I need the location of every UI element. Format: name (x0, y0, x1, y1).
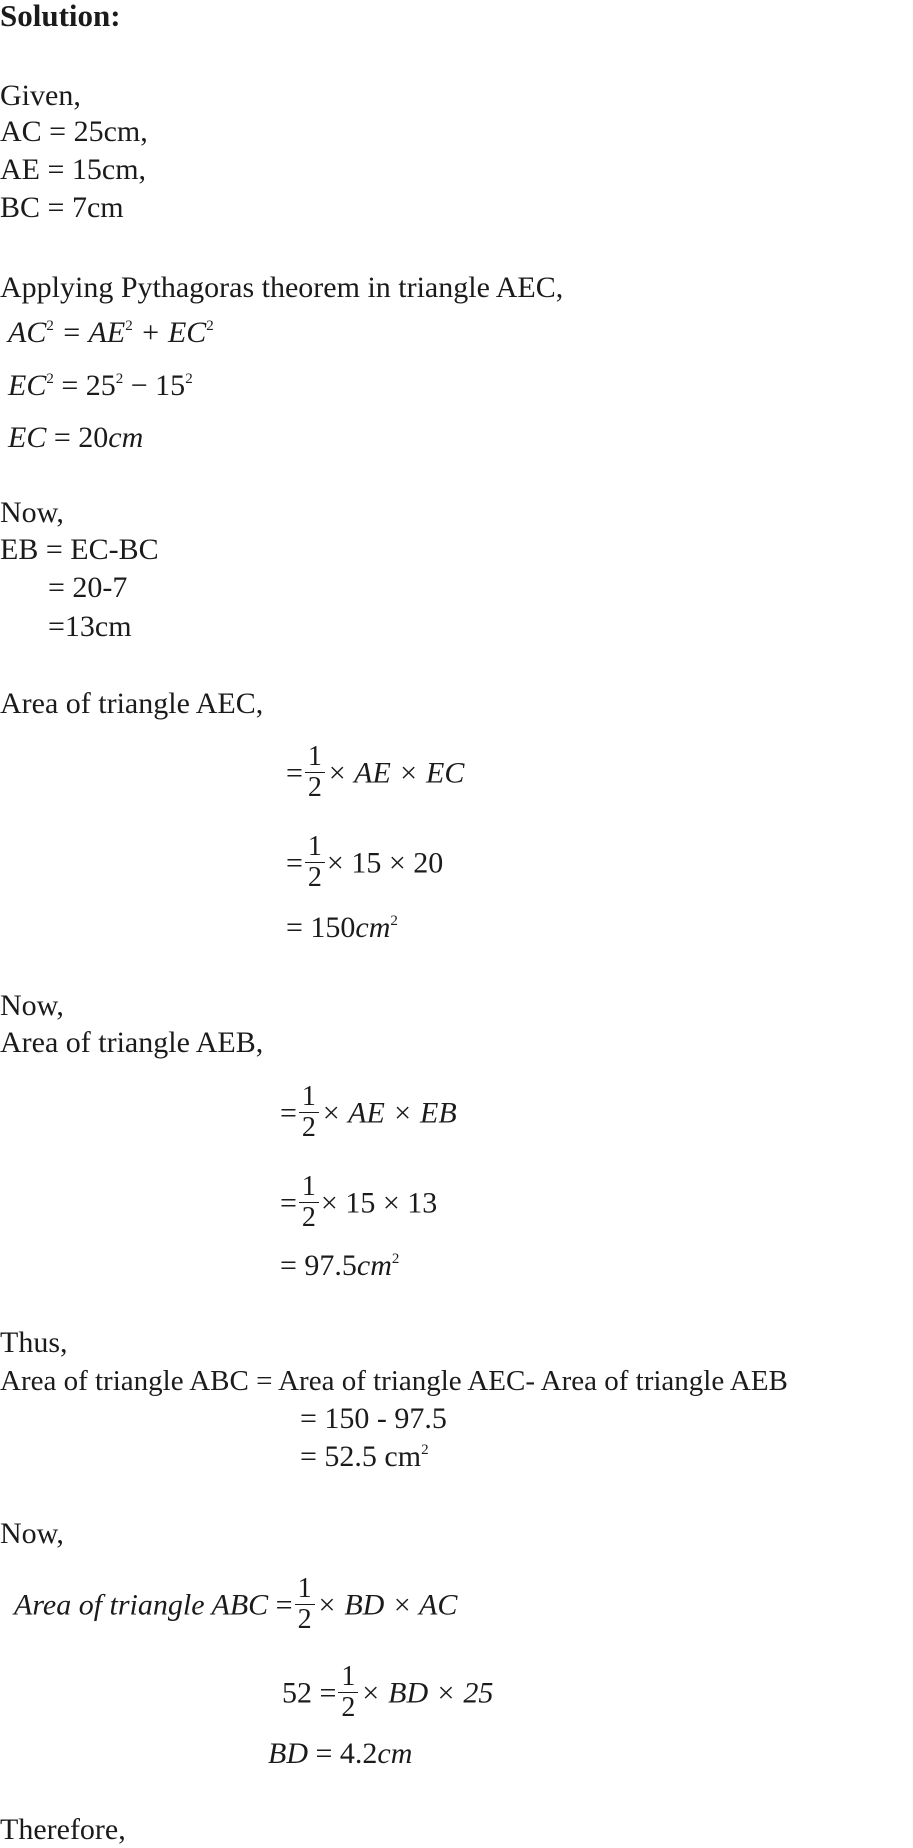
fraction: $\frac{1}{2}$ (338, 1662, 358, 1723)
fraction: $\frac{1}{2}$ (299, 1172, 319, 1233)
area-aeb-result: = $97.5cm^2$ (280, 1249, 400, 1282)
eb-line-1: EB = EC-BC (0, 533, 159, 566)
fraction: $\frac{1}{2}$ (305, 832, 325, 893)
bd-eq1: Area of triangle ABC = $\frac{1}{2}$ × BD × AC (14, 1573, 458, 1635)
area-aeb-eq1: = $\frac{1}{2}$ × AE × EB (280, 1081, 457, 1143)
area-aec-heading: Area of triangle AEC, (0, 687, 264, 720)
bd-heading: Now, (0, 1517, 64, 1550)
given-ac: AC = 25cm, (0, 115, 148, 148)
given-ae: AE = 15cm, (0, 153, 147, 186)
eb-line-2: = 20-7 (48, 571, 128, 604)
area-aeb-heading: Area of triangle AEB, (0, 1026, 264, 1059)
area-aec-eq1: = $\frac{1}{2}$ × AE × EC (286, 741, 465, 803)
pythagoras-eq3: EC = 20cm (8, 421, 144, 454)
eb-line-3: =13cm (48, 610, 132, 643)
solution-title: Solution: (0, 0, 121, 33)
area-aec-result: = $150cm^2$ (286, 911, 398, 944)
area-aeb-eq2: = $\frac{1}{2}$ × 15 × 13 (280, 1171, 438, 1233)
fraction: $\frac{1}{2}$ (295, 1574, 315, 1635)
pythagoras-eq1: $AC^2 = AE^2 + EC^2$ (8, 316, 214, 349)
area-aec-eq2: = $\frac{1}{2}$ × 15 × 20 (286, 831, 444, 893)
area-abc-thus: Thus, (0, 1326, 68, 1359)
area-abc-step2: = 52.5 $cm^2$ (300, 1440, 429, 1473)
bd-eq3: BD = 4.2cm (268, 1737, 413, 1770)
pythagoras-eq2: $EC^2 = 25^2 - 15^2$ (8, 369, 193, 402)
therefore-label: Therefore, (0, 1813, 126, 1846)
given-bc: BC = 7cm (0, 191, 124, 224)
area-aeb-now: Now, (0, 989, 64, 1022)
given-heading: Given, (0, 79, 81, 112)
fraction: $\frac{1}{2}$ (305, 742, 325, 803)
eb-heading: Now, (0, 496, 64, 529)
area-abc-line: Area of triangle ABC = Area of triangle AEC- Area of triangle AEB (0, 1365, 788, 1397)
bd-eq2: 52 = $\frac{1}{2}$ × BD × 25 (282, 1661, 494, 1723)
fraction: $\frac{1}{2}$ (299, 1082, 319, 1143)
area-abc-step1: = 150 - 97.5 (300, 1402, 447, 1435)
pythagoras-heading: Applying Pythagoras theorem in triangle AEC, (0, 271, 564, 304)
